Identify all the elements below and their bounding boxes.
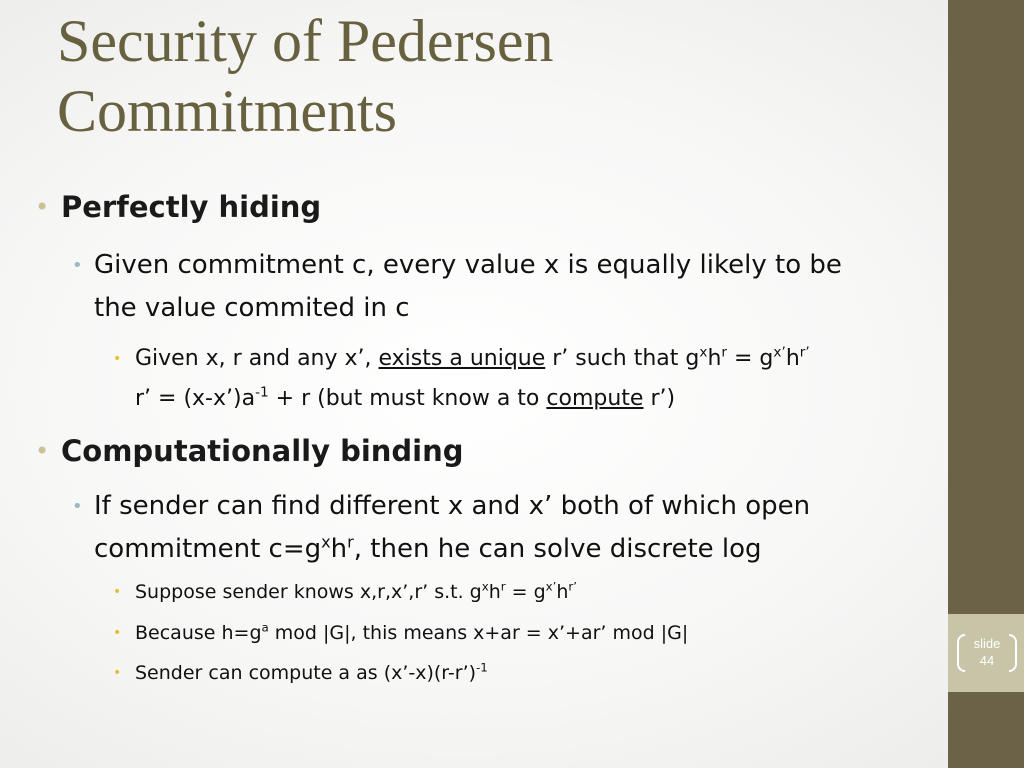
- bullet-computationally-binding: [35, 434, 464, 468]
- slide-number-value: 44: [979, 653, 995, 668]
- title-line-2: Commitments: [57, 78, 398, 144]
- bullet-dot-icon: •: [113, 584, 122, 600]
- bullet-if-sender: [72, 485, 952, 571]
- bullet-dot-icon: •: [72, 496, 83, 517]
- bullet-dot-icon: •: [72, 255, 83, 276]
- slide-label: slide: [973, 636, 1001, 651]
- bullet-line-2: commitment $c=g^xh^r$, then he can solve discrete log: [94, 532, 762, 564]
- bullet-given-commitment: [72, 244, 952, 330]
- bullet-line-1: If sender can find different x and x’ both of which open: [94, 491, 811, 521]
- bullet-text: Suppose sender knows x,r,x’,r’ s.t. $g^xh^r = g^{x’}h^{r’}$: [135, 579, 577, 603]
- bullet-dot-icon: •: [35, 193, 50, 221]
- bullet-dot-icon: •: [113, 665, 122, 681]
- bullet-text: Computationally binding: [61, 434, 464, 468]
- underline-compute: compute: [546, 386, 644, 411]
- right-brace-icon: [1009, 634, 1017, 672]
- underline-exists-unique: exists a unique: [378, 346, 546, 371]
- bullet-perfectly-hiding: [35, 190, 321, 224]
- bullet-line-2: r’ = $(x-x’)a^{-1} + r$ (but must know a to compute r’): [135, 384, 676, 411]
- bullet-line-1: Given x, r and any x’, exists a unique r’ such that $g^xh^r = g^{x’}h^{r’}$: [135, 344, 810, 371]
- bullet-text: Because $h=g^a$ mod |G|, this means x+ar = x’+ar’ mod |G|: [135, 620, 689, 644]
- bullet-exists-unique: [113, 339, 810, 419]
- bullet-because: [113, 619, 688, 647]
- slide-number: [957, 630, 1017, 676]
- bullet-text: Sender can compute a as (x’-x)(r-r’)$^{-1}$: [135, 660, 488, 684]
- bullet-line-1: Given commitment c, every value x is equally likely to be: [94, 250, 842, 280]
- bullet-dot-icon: •: [113, 351, 122, 367]
- left-brace-icon: [957, 634, 965, 672]
- bullet-dot-icon: •: [35, 437, 50, 465]
- slide-title: [57, 6, 937, 146]
- title-line-1: Security of Pedersen: [57, 8, 554, 74]
- bullet-dot-icon: •: [113, 625, 122, 641]
- bullet-line-2: the value commited in c: [94, 293, 410, 323]
- bullet-sender-compute: [113, 659, 488, 687]
- bullet-text: Perfectly hiding: [61, 190, 322, 224]
- bullet-suppose-sender: [113, 578, 577, 606]
